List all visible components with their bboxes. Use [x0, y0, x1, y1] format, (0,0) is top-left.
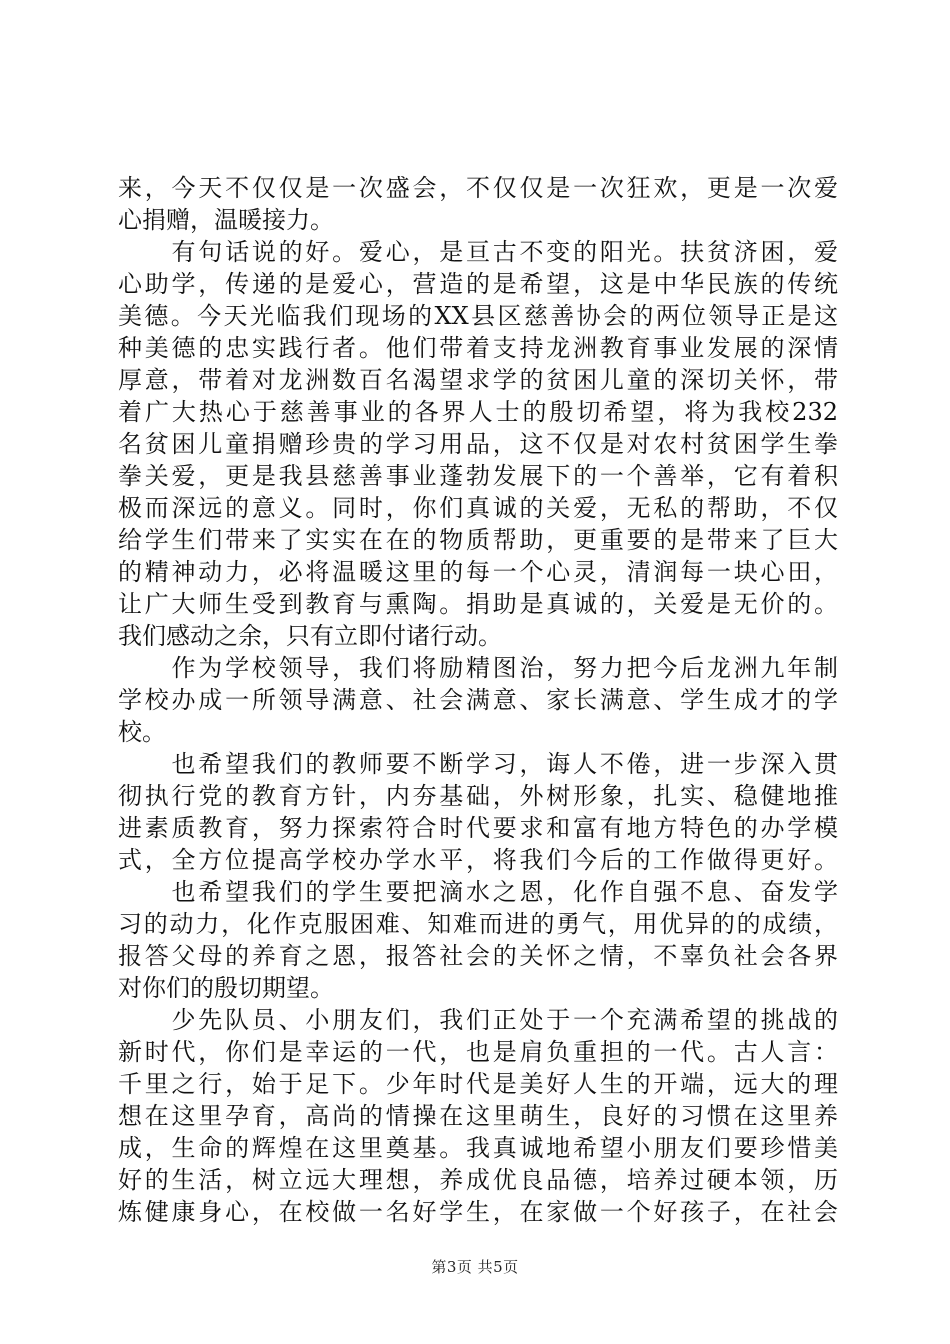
text-line: 给学生们带来了实实在在的物质帮助，更重要的是带来了巨大 [118, 526, 838, 554]
text-line: 心捐赠，温暖接力。 [118, 206, 334, 234]
text-line: 极而深远的意义。同时，你们真诚的关爱，无私的帮助，不仅 [118, 494, 838, 522]
text-line: 成，生命的辉煌在这里奠基。我真诚地希望小朋友们要珍惜美 [118, 1134, 838, 1162]
text-line: 让广大师生受到教育与熏陶。捐助是真诚的，关爱是无价的。 [118, 590, 838, 618]
text-line: 来，今天不仅仅是一次盛会，不仅仅是一次狂欢，更是一次爱 [118, 174, 838, 202]
text-line: 我们感动之余，只有立即付诸行动。 [118, 622, 502, 650]
text-line: 有句话说的好。爱心，是亘古不变的阳光。扶贫济困，爱 [118, 238, 838, 266]
text-line: 彻执行党的教育方针，内夯基础，外树形象，扎实、稳健地推 [118, 782, 838, 810]
text-line: 报答父母的养育之恩，报答社会的关怀之情，不辜负社会各界 [118, 942, 838, 970]
text-line: 拳关爱，更是我县慈善事业蓬勃发展下的一个善举，它有着积 [118, 462, 838, 490]
text-line: 炼健康身心，在校做一名好学生，在家做一个好孩子，在社会 [118, 1198, 838, 1226]
text-line: 种美德的忠实践行者。他们带着支持龙洲教育事业发展的深情 [118, 334, 838, 362]
text-line: 学校办成一所领导满意、社会满意、家长满意、学生成才的学 [118, 686, 838, 714]
page-footer: 第3页 共5页 [431, 1258, 519, 1276]
text-line: 千里之行，始于足下。少年时代是美好人生的开端，远大的理 [118, 1070, 838, 1098]
text-line: 的精神动力，必将温暖这里的每一个心灵，清润每一块心田， [118, 558, 838, 586]
text-line: 进素质教育，努力探索符合时代要求和富有地方特色的办学模 [118, 814, 838, 842]
text-line: 少先队员、小朋友们，我们正处于一个充满希望的挑战的 [118, 1006, 838, 1034]
text-line: 校。 [118, 718, 166, 746]
text-line: 习的动力，化作克服困难、知难而进的勇气，用优异的的成绩， [118, 910, 838, 938]
text-line: 好的生活，树立远大理想，养成优良品德，培养过硬本领，历 [118, 1166, 838, 1194]
text-line: 式，全方位提高学校办学水平，将我们今后的工作做得更好。 [118, 846, 838, 874]
text-line: 新时代，你们是幸运的一代，也是肩负重担的一代。古人言： [118, 1038, 838, 1066]
text-line: 想在这里孕育，高尚的情操在这里萌生，良好的习惯在这里养 [118, 1102, 838, 1130]
text-line: 名贫困儿童捐赠珍贵的学习用品，这不仅是对农村贫困学生拳 [118, 430, 838, 458]
text-line: 也希望我们的教师要不断学习，诲人不倦，进一步深入贯 [118, 750, 838, 778]
text-line: 着广大热心于慈善事业的各界人士的殷切希望，将为我校232 [118, 398, 838, 426]
text-line: 心助学，传递的是爱心，营造的是希望，这是中华民族的传统 [118, 270, 838, 298]
text-line: 厚意，带着对龙洲数百名渴望求学的贫困儿童的深切关怀，带 [118, 366, 838, 394]
text-line: 对你们的殷切期望。 [118, 974, 334, 1002]
text-line: 美德。今天光临我们现场的XX县区慈善协会的两位领导正是这 [118, 302, 838, 330]
body-text [118, 172, 838, 1228]
text-line: 作为学校领导，我们将励精图治，努力把今后龙洲九年制 [118, 654, 838, 682]
text-line: 也希望我们的学生要把滴水之恩，化作自强不息、奋发学 [118, 878, 838, 906]
